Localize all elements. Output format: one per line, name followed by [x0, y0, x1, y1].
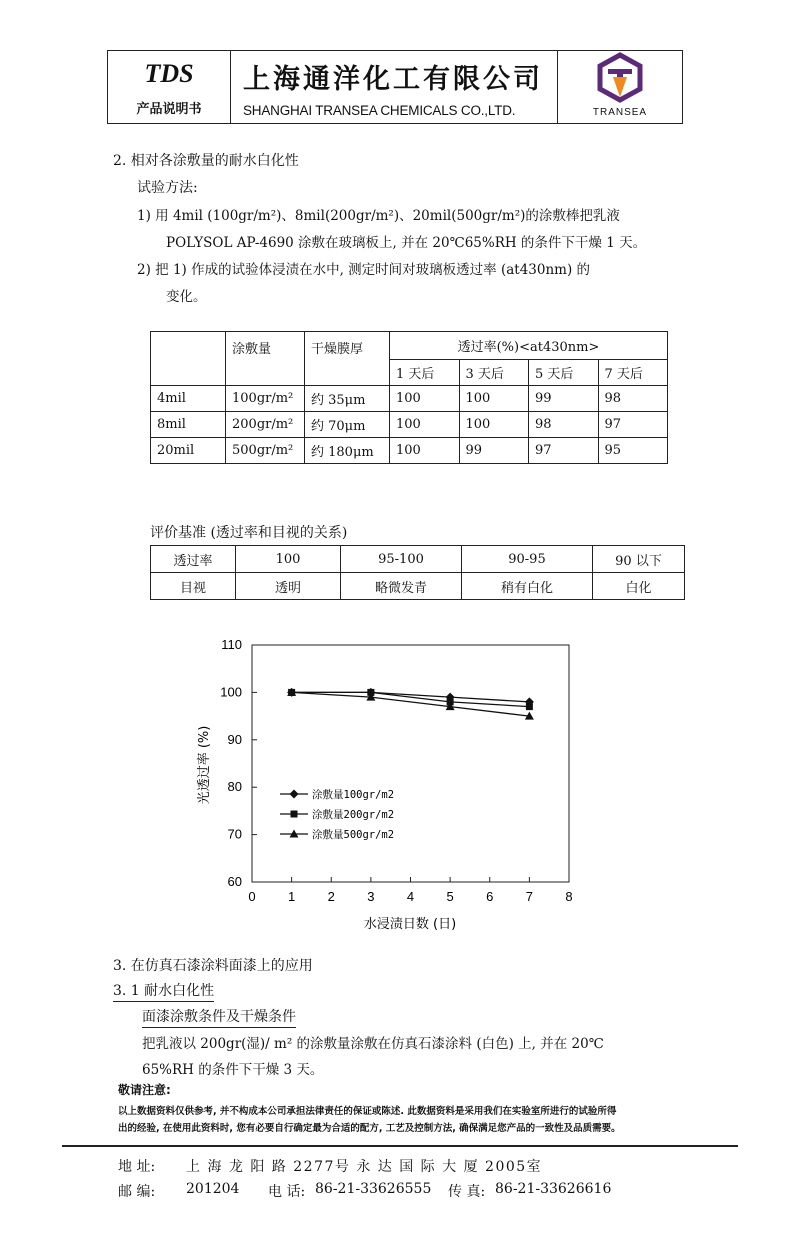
- criteria-cell: 透明: [236, 573, 341, 600]
- header-coat: 涂敷量: [226, 332, 305, 386]
- transea-logo-icon: [558, 51, 682, 107]
- criteria-cell: 稍有白化: [462, 573, 593, 600]
- address-label: 地 址:: [118, 1159, 156, 1175]
- table-corner: [151, 332, 226, 386]
- header-transmittance: 透过率(%)<at430nm>: [390, 332, 668, 360]
- criteria-cell: 透过率: [151, 546, 236, 573]
- section3-sub: 3. 1 耐水白化性: [113, 980, 214, 1002]
- section2-title: 2. 相对各涂敷量的耐水白化性: [113, 153, 299, 169]
- row-film: 约 180μm: [305, 438, 390, 464]
- legend-entry: 涂敷量200gr/m2: [312, 809, 395, 821]
- row-coat: 200gr/m²: [226, 412, 305, 438]
- y-tick-label: 110: [221, 637, 242, 652]
- method-label: 试验方法:: [137, 180, 198, 196]
- x-axis-label: 水浸渍日数 (日): [363, 917, 457, 932]
- row-film: 约 35μm: [305, 386, 390, 412]
- tel: 86-21-33626555: [315, 1181, 432, 1197]
- row-value: 100: [390, 412, 460, 438]
- notice-line2: 出的经验, 在使用此资料时, 您有必要自行确定最为合适的配方, 工艺及控制方法, 确保满足您产品的一致性及品质需要。: [118, 1123, 621, 1134]
- x-tick-label: 6: [486, 889, 494, 904]
- notice-line1: 以上数据资料仅供参考, 并不构成本公司承担法律责任的保证或陈述. 此数据资料是采用我们在实验室所进行的试验所得: [118, 1106, 617, 1117]
- tel-label: 电 话:: [268, 1184, 306, 1200]
- row-value: 100: [459, 386, 529, 412]
- table-row: [151, 438, 668, 464]
- legend-entry: 涂敷量500gr/m2: [312, 829, 395, 841]
- y-tick-label: 90: [227, 731, 242, 747]
- row-value: 98: [529, 412, 599, 438]
- row-value: 99: [529, 386, 599, 412]
- row-value: 98: [598, 386, 668, 412]
- transmittance-chart: [190, 630, 610, 940]
- company-name-cn: 上海通洋化工有限公司: [243, 64, 543, 95]
- step1-line1: 1) 用 4mil (100gr/m²)、8mil(200gr/m²)、20mil(500gr/m²)的涂敷棒把乳液: [137, 208, 620, 224]
- zip-label: 邮 编:: [118, 1184, 156, 1200]
- company-name-en: SHANGHAI TRANSEA CHEMICALS CO.,LTD.: [243, 103, 516, 118]
- x-tick-label: 4: [406, 889, 415, 904]
- header-day: 5 天后: [529, 360, 599, 386]
- row-film: 约 70μm: [305, 412, 390, 438]
- legend-entry: 涂敷量100gr/m2: [312, 789, 395, 801]
- row-name: 4mil: [151, 386, 226, 412]
- criteria-cell: 略微发青: [341, 573, 462, 600]
- cond-title: 面漆涂敷条件及干燥条件: [142, 1006, 296, 1028]
- x-tick-label: 3: [367, 889, 375, 904]
- address: 上 海 龙 阳 路 2277号 永 达 国 际 大 厦 2005室: [186, 1159, 543, 1175]
- x-tick-label: 0: [248, 889, 256, 904]
- section3-title: 3. 在仿真石漆涂料面漆上的应用: [113, 958, 313, 974]
- criteria-cell: 目视: [151, 573, 236, 600]
- row-value: 100: [390, 386, 460, 412]
- y-tick-label: 100: [220, 684, 242, 700]
- x-tick-label: 7: [525, 889, 533, 904]
- data-point: [526, 703, 533, 710]
- data-point: [291, 811, 298, 818]
- zip: 201204: [186, 1181, 240, 1197]
- row-value: 95: [598, 438, 668, 464]
- row-coat: 100gr/m²: [226, 386, 305, 412]
- criteria-table: [150, 545, 685, 600]
- y-tick-label: 80: [227, 779, 242, 795]
- y-tick-label: 60: [227, 874, 242, 889]
- fax-label: 传 真:: [448, 1184, 486, 1200]
- criteria-cell: 100: [236, 546, 341, 573]
- criteria-cell: 90 以下: [593, 546, 685, 573]
- row-name: 8mil: [151, 412, 226, 438]
- logo-text: TRANSEA: [592, 107, 648, 118]
- criteria-cell: 白化: [593, 573, 685, 600]
- row-value: 100: [390, 438, 460, 464]
- row-value: 97: [529, 438, 599, 464]
- x-tick-label: 2: [327, 889, 335, 904]
- table-row: [151, 573, 685, 600]
- criteria-cell: 95-100: [341, 546, 462, 573]
- y-axis-label: 光透过率 (%): [197, 725, 212, 805]
- tds-label: TDS: [144, 59, 194, 88]
- header-day: 3 天后: [459, 360, 529, 386]
- row-coat: 500gr/m²: [226, 438, 305, 464]
- header-film: 干燥膜厚: [305, 332, 390, 386]
- x-tick-label: 5: [446, 889, 454, 904]
- table-row: [151, 546, 685, 573]
- row-value: 99: [459, 438, 529, 464]
- y-tick-label: 70: [227, 826, 242, 842]
- step1-line2: POLYSOL AP-4690 涂敷在玻璃板上, 并在 20℃65%RH 的条件下干燥 1 天。: [166, 235, 647, 251]
- row-value: 97: [598, 412, 668, 438]
- footer-rule: [62, 1145, 738, 1147]
- table-row: [151, 412, 668, 438]
- header-day: 1 天后: [390, 360, 460, 386]
- cond-line2: 65%RH 的条件下干燥 3 天。: [142, 1062, 324, 1078]
- criteria-cell: 90-95: [462, 546, 593, 573]
- x-tick-label: 1: [288, 889, 296, 904]
- table-row: [151, 386, 668, 412]
- criteria-title: 评价基准 (透过率和目视的关系): [150, 525, 348, 541]
- logo-cell: [557, 51, 682, 123]
- step2-line2: 变化。: [166, 289, 207, 305]
- step2-line1: 2) 把 1) 作成的试验体浸渍在水中, 测定时间对玻璃板透过率 (at430nm) 的: [137, 262, 591, 278]
- row-value: 100: [459, 412, 529, 438]
- tds-subtitle: 产品说明书: [136, 102, 202, 117]
- header-day: 7 天后: [598, 360, 668, 386]
- cond-line1: 把乳液以 200gr(湿)/ m² 的涂敷量涂敷在仿真石漆涂料 (白色) 上, 并在 20℃: [142, 1036, 604, 1052]
- x-tick-label: 8: [565, 889, 573, 904]
- notice-title: 敬请注意:: [118, 1083, 171, 1097]
- tds-cell: [108, 51, 231, 123]
- fax: 86-21-33626616: [495, 1181, 612, 1197]
- transmittance-table: [150, 331, 668, 464]
- header-box: [107, 50, 683, 124]
- plot-area: [252, 645, 569, 882]
- row-name: 20mil: [151, 438, 226, 464]
